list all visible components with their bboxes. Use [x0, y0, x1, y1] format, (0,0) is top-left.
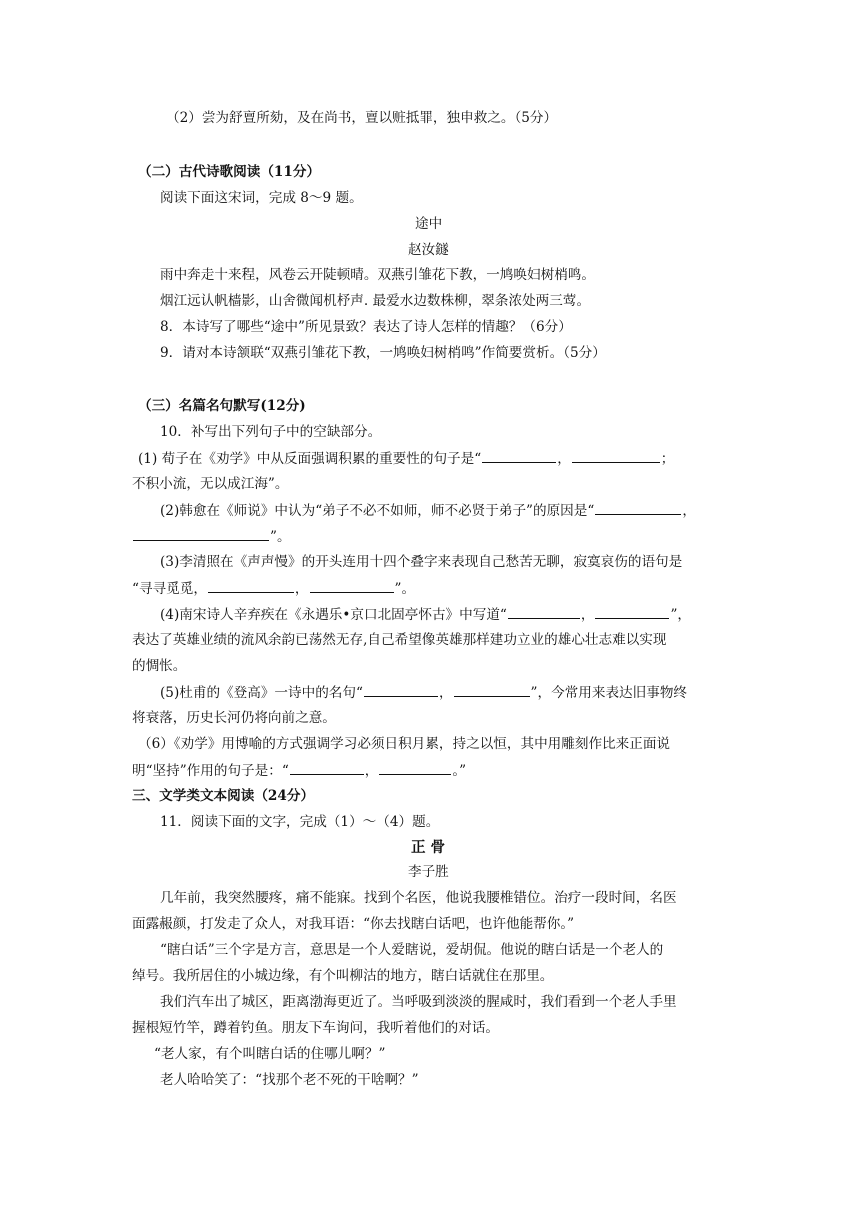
dictation-3-line-b [132, 578, 415, 598]
dictation-5-line-a [160, 682, 687, 702]
dictation-4-prompt: (4)南宋诗人辛弃疾在《永遇乐•京口北固亭怀古》中写道“ [160, 607, 507, 623]
separator: ， [438, 685, 453, 701]
separator: ， [364, 763, 379, 779]
separator: ， [682, 503, 696, 519]
paragraph-3-line-a: 我们汽车出了城区，距离渤海更近了。当呼吸到淡淡的腥咸时，我们看到一个老人手里 [160, 994, 677, 1010]
blank-1a[interactable] [482, 448, 556, 463]
dictation-1-line-b: 不积小流，无以成江海”。 [132, 476, 289, 492]
dictation-6-line-b [132, 760, 466, 780]
separator: 。” [452, 763, 467, 779]
dictation-4-line-b: 表达了英雄业绩的流风余韵已荡然无存,自己希望像英雄那样建功立业的雄心壮志难以实现 [132, 632, 667, 648]
paragraph-1-line-a: 几年前，我突然腰疼，痛不能寐。找到个名医，他说我腰椎错位。治疗一段时间，名医 [160, 890, 677, 906]
blank-4b[interactable] [595, 604, 669, 619]
blank-5a[interactable] [364, 682, 438, 697]
separator: ”。 [270, 529, 291, 545]
blank-6b[interactable] [379, 760, 451, 775]
dictation-5-line-b: 将衰落，历史长河仍将向前之意。 [132, 710, 336, 726]
paragraph-5: 老人哈哈笑了：“找那个老不死的干啥啊？” [160, 1072, 419, 1088]
question-2-line: （2）尝为舒亶所劾，及在尚书，亶以赃抵罪，独申救之。（5分） [166, 110, 558, 126]
story-author: 李子胜 [408, 864, 449, 880]
blank-5b[interactable] [454, 682, 530, 697]
blank-2b[interactable] [133, 526, 269, 541]
paragraph-2-line-a: “瞎白话”三个字是方言，意思是一个人爱瞎说，爱胡侃。他说的瞎白话是一个老人的 [160, 942, 664, 958]
separator: ， [557, 451, 571, 467]
dictation-1-prompt: (1) 荀子在《劝学》中从反面强调积累的重要性的句子是“ [138, 451, 482, 467]
blank-4a[interactable] [508, 604, 580, 619]
separator: ； [660, 451, 675, 467]
separator: ， [580, 607, 595, 623]
paragraph-2-line-b: 绰号。我所居住的小城边缘，有个叫柳沽的地方，瞎白话就住在那里。 [132, 968, 554, 984]
dictation-3-line-a: (3)李清照在《声声慢》的开头连用十四个叠字来表现自己愁苦无聊，寂寞哀伤的语句是 [160, 554, 683, 570]
blank-3a[interactable] [208, 578, 294, 593]
question-10: 10．补写出下列句子中的空缺部分。 [160, 424, 382, 440]
poetry-instruction: 阅读下面这宋词，完成 8～9 题。 [160, 190, 363, 206]
dictation-5-prompt: (5)杜甫的《登高》一诗中的名句“ [160, 685, 363, 701]
dictation-2-line-b [132, 526, 291, 546]
dictation-6-prompt: 明“坚持”作用的句子是：“ [132, 763, 289, 779]
separator: ”，今常用来表达旧事物终 [530, 685, 688, 701]
poem-line-1: 雨中奔走十来程，风卷云开陡顿晴。双燕引雏花下教，一鸠唤妇树梢鸣。 [160, 267, 595, 283]
story-title: 正 骨 [411, 839, 446, 856]
section-literature-heading: 三、文学类文本阅读（24分） [132, 788, 315, 804]
paragraph-1-line-b: 面露赧颜，打发走了众人，对我耳语：“你去找瞎白话吧，也许他能帮你。” [132, 916, 575, 932]
separator: ， [294, 581, 309, 597]
separator: ”。 [394, 581, 416, 597]
poem-line-2: 烟江远认帆樯影，山舍微闻机杼声. 最爱水边数株柳，翠条浓处两三莺。 [160, 293, 591, 309]
paragraph-3-line-b: 握根短竹竿，蹲着钓鱼。朋友下车询问，我听着他们的对话。 [132, 1020, 500, 1036]
dictation-4-line-c: 的惆怅。 [132, 658, 187, 674]
dictation-1-line-a [138, 448, 674, 468]
dictation-4-line-a [160, 604, 691, 624]
blank-2a[interactable] [595, 500, 681, 515]
dictation-6-line-a: （6）《劝学》用博喻的方式强调学习必须日积月累，持之以恒，其中用雕刻作比来正面说 [138, 736, 671, 752]
poem-author: 赵汝鐩 [408, 242, 449, 258]
question-11: 11．阅读下面的文字，完成（1）～（4）题。 [160, 814, 440, 830]
section-dictation-heading: （三）名篇名句默写(12分) [138, 398, 306, 414]
paragraph-4: “老人家，有个叫瞎白话的住哪儿啊？” [154, 1046, 386, 1062]
blank-6a[interactable] [290, 760, 364, 775]
blank-3b[interactable] [310, 578, 394, 593]
blank-1b[interactable] [572, 448, 660, 463]
question-9: 9．请对本诗颔联“双燕引雏花下教，一鸠唤妇树梢鸣”作简要赏析。（5分） [160, 345, 606, 361]
dictation-3-prompt: “寻寻觅觅， [132, 581, 207, 597]
question-8: 8．本诗写了哪些“途中”所见景致？表达了诗人怎样的情趣？（6分） [160, 319, 572, 335]
separator: ”， [670, 607, 692, 623]
dictation-2-line-a [160, 500, 696, 520]
section-poetry-heading: （二）古代诗歌阅读（11分） [138, 164, 321, 180]
poem-title: 途中 [415, 216, 443, 232]
dictation-2-prompt: (2)韩愈在《师说》中认为“弟子不必不如师，师不必贤于弟子”的原因是“ [160, 503, 595, 519]
